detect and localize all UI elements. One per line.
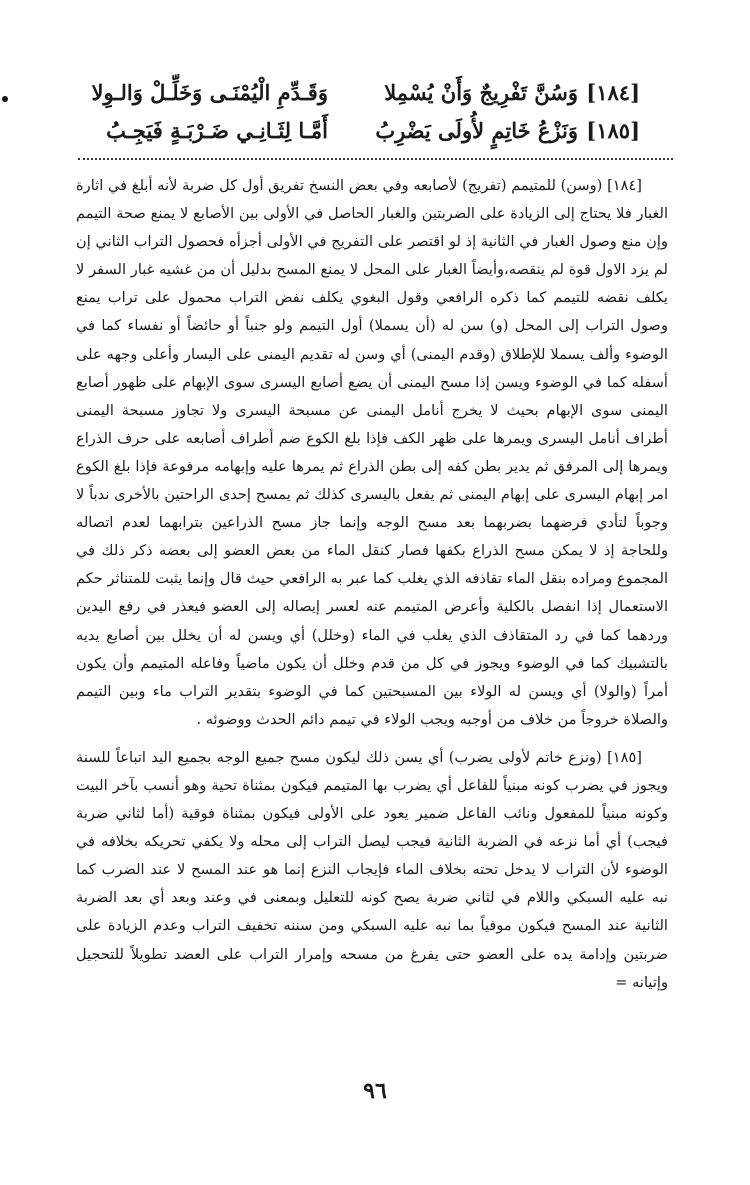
verse-number: [١٨٥]: [586, 118, 640, 143]
verse-number: [١٨٤]: [586, 80, 640, 105]
page-number: ٩٦: [363, 1078, 387, 1104]
dotted-separator: [78, 158, 673, 160]
verse-second-hemistich: وَقَـدِّمِ الْيُمْنَـى وَخَلِّـلْ وَالـوِلا: [91, 80, 328, 105]
verse-block: [91, 80, 640, 156]
commentary-body: [76, 172, 668, 997]
margin-dot: [2, 96, 8, 102]
commentary-paragraph: [١٨٥] (ونزع خاتم لأولى يضرب) أي يسن ذلك ليكون مسح جميع الوجه بجميع اليد اتباعاً للسنة ويجوز في يضرب كونه مبنياً للفاعل أي يضرب بها المتيمم فيكون بمثناة تحية وهو أنسب بآخر البيت وكونه مبنياً للمفعول ونائب الفاعل ضمير يعود على الأولى فيكون بمثناة فوقية (أما لثاني ضربة فيجب) أي أما نزعه في الضربة الثانية فيجب ليصل التراب إلى محله ولا يكفي تحريكه بخلافه في الوضوء لأن التراب لا يدخل تحته بخلاف الماء فإيجاب النزع إنما هو عند المسح لا عند الضرب كما نبه عليه السبكي واللام في لثاني ضربة يصح كونه للتعليل وبمعنى في وعند وبعد أي بعد الضربة الثانية عند المسح فيكون موفياً بما نبه عليه السبكي ومن سننه تخفيف التراب وعدم الزيادة على ضربتين وإدامة يده على العضو حتى يفرغ من مسحه وإمرار التراب على العضد تطويلاً للتحجيل وإتيانه =: [76, 748, 668, 991]
verse-second-hemistich: أَمَّـا لِثَـانِـي ضَـرْبَـةٍ فَيَجِـبُ: [106, 118, 328, 143]
verse-first-hemistich: وَنَزْعُ خَاتِمٍ لأُولَى يَضْرِبُ: [375, 118, 578, 143]
commentary-paragraph: [١٨٤] (وسن) للمتيمم (تفريج) لأصابعه وفي بعض النسخ تفريق أول كل ضربة لأنه أبلغ في اثارة الغبار فلا يحتاج إلى الزيادة على الضربتين والغبار الحاصل في الأولى بين الأصابع لا يمنع صحة التيمم وإن منع وصول الغبار في الثانية إذ لو اقتصر على التفريج في الأولى أجزأه فحصول التراب الثاني إن لم يزد الاول قوة لم ينقصه،وأيضاً الغبار على المحل لا يمنع المسح بدليل أن من غشيه غبار السفر لا يكلف نقضه للتيمم كما ذكره الرافعي وقول البغوي يكلف نفض التراب محمول على تراب يمنع وصول التراب إلى المحل (و) سن له (أن يسملا) أول التيمم ولو جنباً أو حائضاً أو نفساء كما في الوضوء وألف يسملا للإطلاق (وقدم اليمنى) أي وسن له تقديم اليمنى على اليسار وأعلى وجهه على أسفله كما في الوضوء ويسن إذا مسح اليمنى أن يضع أصابع اليسرى سوى الإبهام على ظهور أصابع اليمنى سوى الإبهام بحيث لا يخرج أنامل اليمنى عن مسبحة اليسرى ولا تجاوز مسبحة اليمنى أطراف أنامل اليسرى ويمرها على ظهر الكف فإذا بلغ الكوع ضم أطراف أصابعه على حرف الذراع ويمرها إلى المرفق ثم يدير بطن كفه إلى بطن الذراع ثم يمرها عليه وإبهامه مرفوعة فإذا بلغ الكوع امر إبهام اليسرى على إبهام اليمنى ثم يفعل باليسرى كذلك ثم يمسح إحدى الراحتين بالأخرى ندباً لا وجوباً لتأدي فرضهما بضربهما بعد مسح الوجه وإنما جاز مسح الذراعين بترابهما لعدم اتصاله وللحاجة إذ لا يمكن مسح الذراع بكفها فصار كنقل الماء من بعض العضو إلى بعضه ذكر ذلك في المجموع ومراده بنقل الماء تقاذفه الذي يغلب كما عبر به الرافعي حيث قال وإنما يثبت للمتناثر حكم الاستعمال إذا انفصل بالكلية وأعرض المتيمم عنه لعسر إيصاله إلى العضو فيعذر في رفع اليدين وردهما كما في رد المتقاذف الذي يغلب في الماء (وخلل) أي ويسن له أن يخلل بين أصابع يديه بالتشبيك كما في الوضوء ويجوز في كل من قدم وخلل أن يكون ماضياً وفاعله المتيمم وأن يكون أمراً (والولا) أي ويسن له الولاء بين المسبحتين كما في الوضوء بتقدير التراب ماء وبين التيمم والصلاة خروجاً من خلاف من أوجبه ويجب الولاء في تيمم دائم الحدث ووضوئه .: [76, 177, 668, 728]
verse-line: [100, 118, 640, 156]
verse-first-hemistich: وَسُنَّ تَفْرِيجٌ وَأَنْ يُسْمِلا: [384, 80, 578, 105]
verse-line: [91, 80, 640, 118]
